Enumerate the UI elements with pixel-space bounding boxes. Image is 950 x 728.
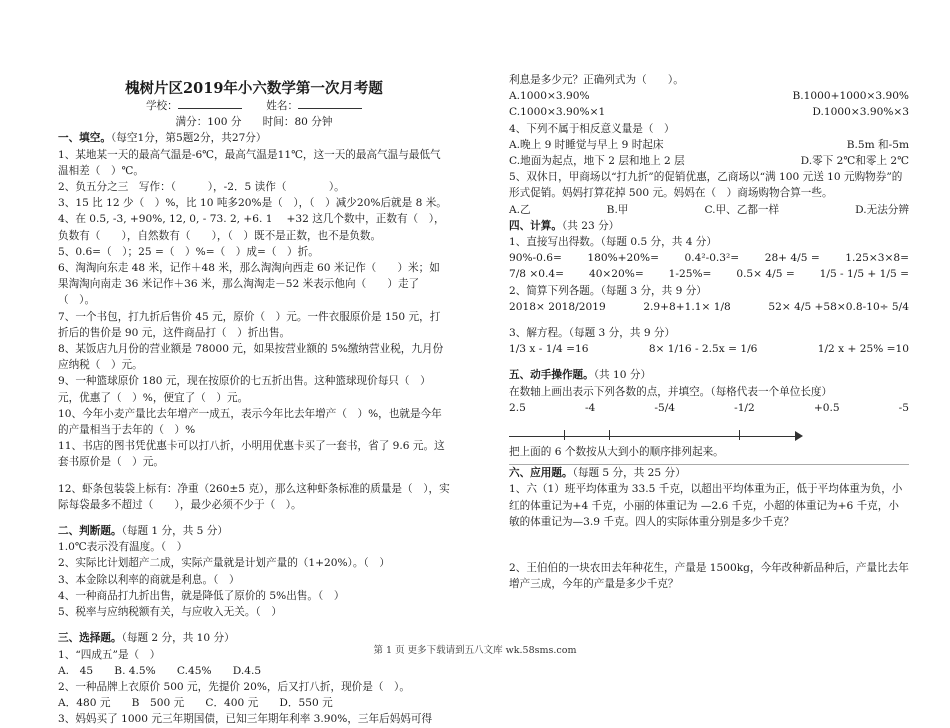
option-cell: 90%-0.6= — [509, 252, 562, 265]
question-text: 5、税率与应纳税额有关，与应收入无关。（ ） — [58, 606, 282, 619]
option-cell: 1-25%= — [668, 268, 712, 281]
section-title: 三、选择题。 — [58, 632, 122, 645]
question-text: A．480 元 B 500 元 C．400 元 D．550 元 — [58, 697, 333, 710]
question-text: 9、一种篮球原价 180 元，现在按原价的七五折出售。这种篮球现价每只（ ）元，优惠了（ ）%，便宜了（ ）元。 — [58, 375, 431, 404]
question-text: A. 45 B. 4.5% C.45% D.4.5 — [58, 664, 262, 677]
option-cell: D.1000×3.90%×3 — [812, 106, 909, 119]
question-text: 1.0℃表示没有温度。（ ） — [58, 541, 188, 554]
question-text: 2、王伯伯的一块农田去年种花生，产量是 1500kg，今年改种新品种后，产量比去年增产三成，今年的产量是多少千克？ — [509, 562, 909, 591]
question-text: 3、15 比 12 少（ ）%，比 10 吨多20%是（ ），（ ）减少20%后就是 8 米。 — [58, 197, 447, 210]
question-text: 3、本金除以利率的商就是利息。（ ） — [58, 573, 240, 586]
question-text: 2、负五分之三 写作：（ ），-2．5 读作（ ）。 — [58, 181, 345, 194]
option-row — [509, 266, 909, 282]
question-text: 1、直接写出得数。（每题 0.5 分，共 4 分） — [509, 236, 717, 249]
question-text: 把上面的 6 个数按从大到小的顺序排列起来。 — [509, 446, 724, 459]
spacer — [509, 315, 909, 325]
question-text: 7、一个书包，打九折后售价 45 元，原价（ ）元。一件衣服原价是 150 元，打折后的售价是 90 元，这件商品打（ ）折出售。 — [58, 310, 441, 339]
question-text: 利息是多少元？正确列式为（ ）。 — [509, 74, 684, 86]
option-cell: 28+ 4/5 = — [764, 252, 820, 265]
section-note: （每题 2 分，共 10 分） — [121, 632, 235, 645]
option-cell: D.无法分辨 — [855, 203, 909, 216]
option-cell: -5 — [898, 401, 909, 414]
option-cell: B.甲 — [606, 203, 629, 216]
student-info-row — [58, 98, 450, 114]
section-title: 二、判断题。 — [58, 525, 122, 538]
spacer — [58, 513, 450, 523]
option-row — [509, 299, 909, 315]
page-footer: 第 1 页 更多下载请到五八文库 wk.58sms.com — [373, 645, 577, 656]
option-cell: A.乙 — [509, 203, 531, 216]
option-row — [509, 104, 909, 120]
number-line-tick — [739, 430, 740, 440]
arrow-icon — [795, 431, 803, 441]
section-title: 六、应用题。 — [509, 467, 573, 480]
right-questions — [509, 72, 909, 592]
option-cell: 52× 4/5 +58×0.8-10÷ 5/4 — [768, 300, 909, 313]
option-cell: 1.25×3×8= — [845, 252, 909, 265]
option-row — [509, 153, 909, 169]
question-text: 4、一种商品打九折出售，就是降低了原价的 5%出售。（ ） — [58, 589, 345, 602]
option-cell: -1/2 — [734, 401, 755, 414]
question-text: 5、0.6=（ ）；25 =（ ）%=（ ）成=（ ）折。 — [58, 245, 319, 258]
option-cell: B.5m 和-5m — [846, 138, 909, 151]
spacer — [509, 550, 909, 560]
section-note: （共 10 分） — [593, 369, 652, 382]
option-cell: A.晚上 9 时睡觉与早上 9 时起床 — [509, 138, 664, 151]
section-note: （每题 5 分，共 25 分） — [572, 467, 686, 480]
question-text: 在数轴上画出表示下列各数的点，并填空。（每格代表一个单位长度） — [509, 385, 833, 398]
question-text: 2、一种品牌上衣原价 500 元，先提价 20%，后又打八折，现价是（ ）。 — [58, 680, 410, 693]
question-text: 2、简算下列各题。（每题 3 分，共 9 分） — [509, 284, 707, 297]
name-blank[interactable] — [298, 98, 362, 109]
question-text: 8、某饭店九月份的营业额是 78000 元，如果按营业额的 5%缴纳营业税，九月份应纳税（ ）元。 — [58, 343, 444, 372]
option-cell: C.甲、乙都一样 — [704, 203, 780, 216]
section-heading — [58, 130, 450, 146]
option-cell: 180%+20%= — [587, 252, 659, 265]
option-cell: 1/3 x - 1/4 =16 — [509, 343, 589, 356]
page-title: 槐树片区2019年小六数学第一次月考题 — [125, 80, 383, 97]
question-text: 2、实际比计划超产二成，实际产量就是计划产量的（1+20%）。（ ） — [58, 557, 390, 570]
question-text: 1、某地某一天的最高气温是-6℃，最高气温是11℃，这一天的最高气温与最低气温相差（ ）℃。 — [58, 148, 441, 177]
section-heading — [509, 367, 909, 383]
option-cell: 1/2 x + 25% =10 — [817, 343, 909, 356]
spacer — [58, 471, 450, 481]
section-heading — [509, 465, 909, 481]
right-column — [509, 0, 909, 592]
question-text: 4、下列不属于相反意义量是（ ） — [509, 122, 675, 135]
option-cell: A.1000×3.90% — [509, 90, 590, 103]
option-cell: 2.5 — [509, 401, 526, 414]
option-cell: C.地面为起点，地下 2 层和地上 2 层 — [509, 155, 685, 168]
question-text: 4、在 0.5, -3, +90%, 12, 0, - 73. 2, +6. 1 +32 这几个数中，正数有（ ），负数有（ ），自然数有（ ），（ ）既不是正数，也不是负数。 — [58, 213, 445, 242]
number-line — [509, 428, 909, 444]
spacer — [509, 540, 909, 550]
option-cell: +0.5 — [813, 401, 840, 414]
spacer — [58, 620, 450, 630]
section-note: （每空1分，第5题2分，共27分） — [110, 132, 267, 145]
spacer — [509, 357, 909, 367]
option-row — [509, 88, 909, 104]
question-text: 5、双休日，甲商场以“打九折”的促销优惠，乙商场以“满 100 元送 10 元购物券”的形式促销。妈妈打算花掉 500 元。妈妈在（ ）商场购物合算一些。 — [509, 171, 903, 200]
option-cell: 0.5× 4/5 = — [736, 268, 795, 281]
question-text: 12、虾条包装袋上标有：净重（260±5 克），那么这种虾条标准的质量是（ ），实际每袋最多不超过（ ），最少必须不少于（ ）。 — [58, 482, 450, 511]
left-column — [58, 0, 450, 728]
option-row — [509, 400, 909, 416]
option-cell: -5/4 — [654, 401, 676, 414]
section-title: 四、计算。 — [509, 219, 562, 232]
school-label: 学校： — [145, 100, 178, 112]
number-line-tick — [564, 430, 565, 440]
section-heading — [58, 523, 450, 539]
name-label: 姓名： — [266, 100, 299, 112]
number-line-tick — [609, 430, 610, 440]
section-title: 五、动手操作题。 — [509, 369, 594, 382]
option-cell: 1/5 - 1/5 + 1/5 = — [819, 268, 909, 281]
question-text: 6、淘淘向东走 48 米，记作＋48 米，那么淘淘向西走 60 米记作（ ）米；如果淘淘向南走 36 米记作＋36 米，那么淘淘走－52 米表示他向（ ）走了（ ）。 — [58, 262, 440, 307]
option-cell: 2.9+8+1.1× 1/8 — [643, 300, 731, 313]
option-cell: C.1000×3.90%×1 — [509, 106, 606, 119]
option-cell: -4 — [584, 401, 596, 414]
option-row — [509, 250, 909, 266]
option-row — [509, 202, 909, 218]
section-note: （共 23 分） — [561, 219, 620, 232]
spacer — [509, 530, 909, 540]
option-cell: 0.4²-0.3²= — [684, 252, 740, 265]
score-info: 满分：100 分 时间：80 分钟 — [175, 116, 333, 129]
number-line-axis — [509, 436, 799, 437]
section-heading — [509, 218, 909, 234]
question-text: 3、妈妈买了 1000 元三年期国债，已知三年期年利率 3.90%，三年后妈妈可得 — [58, 713, 433, 726]
option-cell: 7/8 ×0.4= — [509, 268, 565, 281]
option-cell: 8× 1/16 - 2.5x = 1/6 — [648, 343, 758, 356]
question-text: 3、解方程。（每题 3 分，共 9 分） — [509, 327, 676, 340]
question-text: 10、今年小麦产量比去年增产一成五，表示今年比去年增产（ ）%，也就是今年的产量相当于去年的（ ）% — [58, 407, 442, 437]
left-questions — [58, 130, 450, 727]
section-note: （每题 1 分，共 5 分） — [121, 525, 228, 538]
school-blank[interactable] — [178, 98, 242, 109]
option-cell: B.1000+1000×3.90% — [792, 90, 909, 103]
option-row — [509, 341, 909, 357]
option-cell: D.零下 2℃和零上 2℃ — [800, 155, 909, 168]
question-text: 1、“四成五”是（ ） — [58, 648, 161, 661]
question-text: 11、书店的图书凭优惠卡可以打八折，小明用优惠卡买了一套书，省了 9.6 元。这套书原价是（ ）元。 — [58, 440, 445, 469]
option-row — [509, 137, 909, 153]
option-cell: 40×20%= — [588, 268, 644, 281]
section-title: 一、填空。 — [58, 132, 111, 145]
question-text: 1、六（1）班平均体重为 33.5 千克，以超出平均体重为正，低于平均体重为负，小红的体重记为+4 千克，小丽的体重记为 —2.6 千克，小超的体重记为+6 千克，小敏的体重记为—3.9 千克。四人的实际体重分别是多少千克？ — [509, 483, 903, 528]
option-cell: 2018× 2018/2019 — [509, 300, 606, 313]
